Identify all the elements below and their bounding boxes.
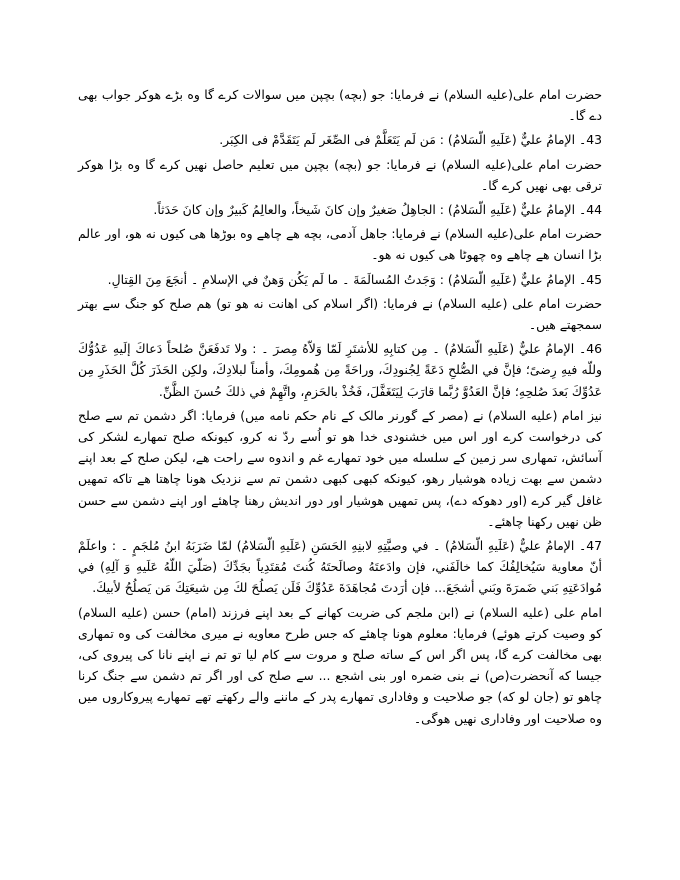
hadith-47-arabic: 47۔ الإمامُ عليٌّ (عَلَيهِ الّسَلامُ) ۔ في وصيَّتِهِ لابنِهِ الحَسَنِ (عَلَيهِ الّسَلامُ) لمّا ضَرَبَهُ ابنُ مُلجَمٍ ۔ : واعلَمْ أنّ معاوية سَيُخالِفُكَ كما خالَفَني، فإن وادَعتَهُ وصالَحتَهُ كُنتَ مُقتَدِياً بجَدِّكَ (صَلّيَ اللّهُ عَلَيهِ وَ آلِهِ) في مُوادَعَتِهِ بَني ضَمرَةَ وبَني أشجَعَ... فإن أرَدتَ مُجاهَدَةَ عَدُوِّكَ فَلَن يَصلُحَ لكَ مِن شيعَتِكَ مَن يَصلُحُ لأبيكَ.: [78, 538, 602, 596]
hadith-45-arabic: 45۔ الإمامُ عليٌّ (عَلَيهِ الّسَلامُ) : وَجَدتُ المُسالَمَةَ ۔ ما لَم يَكُن وَهنٌ في الإسلامِ ۔ أنجَعَ مِنَ القِتالِ.: [107, 271, 602, 287]
hadith-43-arabic: 43۔ الإمامُ عليٌّ (عَلَيهِ الّسَلامُ) : مَن لَم يَتَعَلَّمْ فی الصِّغَر لَم يَتَقَدَّمْ فی الكِبَر.: [219, 132, 602, 148]
urdu-translation-paragraph: امام علی (علیه السلام) نے (ابن ملجم کی ضربت کهانے کے بعد اپنے فرزند (امام) حسن (علیه السلام) کو وصیت کرتے هوئے) فرمایا: معلوم هونا چاهئے که جس طرح معاویه نے میری مخالفت کی وه تمهاری بهی مخالفت کرے گا، پس اگر اس کے ساته صلح و مروت سے کام لیا تو تم نے اپنے نانا کی پیروی کی، جیسا که آنحضرت(ص) نے بنی ضمره اور بنی اشجع ... سے صلح کی اور اگر تم دشمن سے جنگ کرنا چاهو تو (جان لو که) جو صلاحیت و وفاداری تمهارے پدر کے ماننے والے رکهتے تهے تمهارے پیروکاروں میں وه صلاحیت اور وفاداری نهیں هوگی۔: [78, 604, 602, 726]
urdu-translation-paragraph: حضرت امام علی(علیه السلام) نے فرمایا: جو (بچه) بچپن میں سوالات کرے گا وه بڑے هوکر جواب بهی دے گا۔: [78, 87, 602, 124]
document-page: [78, 84, 602, 732]
urdu-translation-paragraph: حضرت امام علی(علیه السلام) نے فرمایا: جاهل آدمی، بچه هے چاهے وه بوڑها هی کیوں نه هو، اور عالم بڑا انسان هے چاهے وه چهوٹا هی کیوں نه هو۔: [78, 226, 602, 263]
urdu-translation-paragraph: حضرت امام علی (علیه السلام) نے فرمایا: (اگر اسلام کی اهانت نه هو تو) هم صلح کو جنگ سے بهتر سمجهتے هیں۔: [78, 295, 602, 333]
urdu-translation-paragraph: نیز امام (علیه السلام) نے (مصر کے گورنر مالک کے نام حکم نامه میں) فرمایا: اگر دشمن تم سے صلح کی درخواست کرے اور اس میں خشنودی خدا هو تو اُسے ردّ نه کرو، کیونکه صلح تمهارے لشکر کی آسائش، تمهاری سر زمین کے سلسله میں خود تمهارے غم و اندوه سے راحت هے، لیکن صلح کے بعد اپنے دشمن سے بهت زیاده هوشیار رهو، کیونکه کبهی کبهی دشمن تم سے نزدیک هونا چاهتا هے تاکه تمهیں غافل گیر کرے (اور دهوکه دے)، پس تمهیں هوشیار اور دور اندیش رهنا چاهئے اور اپنے دشمن سے حسن ظن نهیں رکهنا چاهئے۔: [78, 407, 602, 529]
urdu-translation-paragraph: حضرت امام علی(علیه السلام) نے فرمایا: جو (بچه) بچپن میں تعلیم حاصل نهیں کرے گا وه بڑا هوکر ترقی بهی نهیں کرے گا۔: [78, 156, 602, 193]
hadith-44-arabic: 44۔ الإمامُ عليٌّ (عَلَيهِ الّسَلامُ) : الجاهِلُ صَغيرٌ وإن كانَ شَيخاً، والعالِمُ كَبيرٌ وإن كانَ حَدَثاً.: [153, 202, 602, 218]
hadith-46-arabic: 46۔ الإمامُ عليٌّ (عَلَيهِ الّسَلامُ) ۔ مِن كتابِهِ للأشتَرِ لَمّا وَلاّهُ مِصرَ ۔ : ولا تَدفَعَنَّ صُلحاً دَعاكَ إلَيهِ عَدُوُّكَ وللّه فيهِ رِضىً؛ فإنَّ في الصُّلحِ دَعَةً لِجُنودِكَ، وراحَةً مِن هُمومِكَ، وأمناً لبلادِكَ، ولكِن الحَذَرَ كُلَّ الحَذَرِ مِن عَدُوِّكَ بَعدَ صُلحِهِ؛ فإنَّ العَدُوَّ رُبَّما قارَبَ لِيَتَغَفَّلَ، فَخُذْ بالحَزمِ، واتَّهِمْ في ذلكَ حُسنَ الظَّنِّ.: [78, 341, 602, 399]
